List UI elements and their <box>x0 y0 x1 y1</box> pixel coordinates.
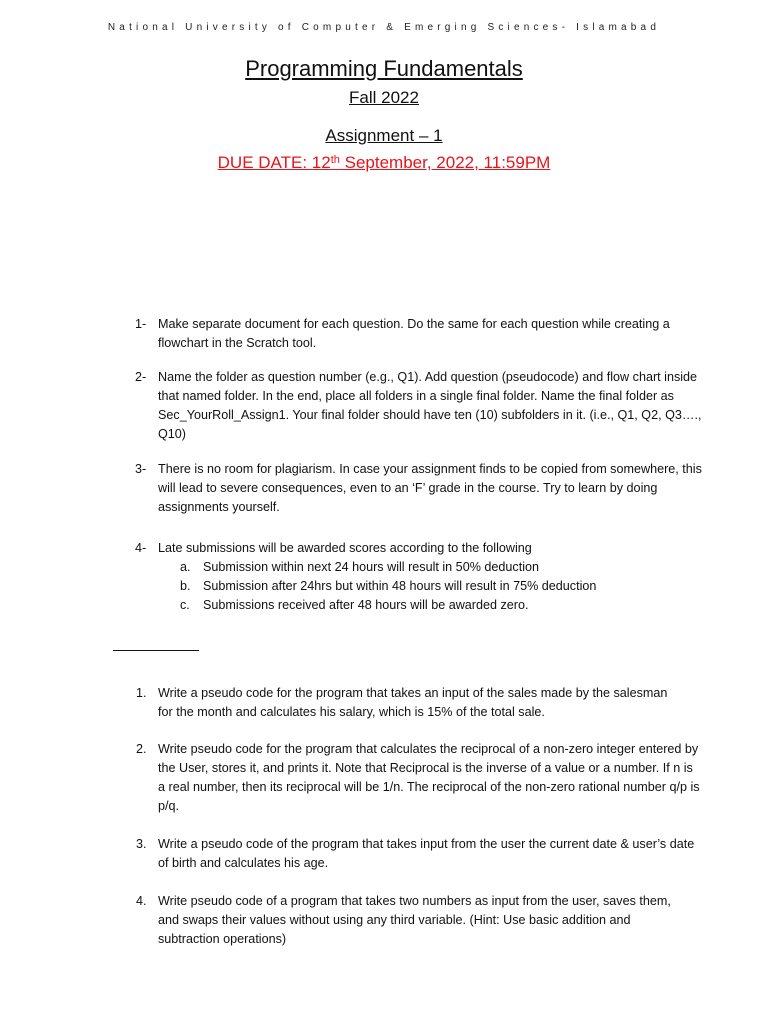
instruction-text: Name the folder as question number (e.g., Q1). Add question (pseudocode) and flow chart inside that named folder. In the end, place all folders in a single final folder. Name the final folder as Sec_YourRoll_Assign1. Your final folder should have ten (10) subfolders in it. (i.e., Q1, Q2, Q3…., Q10) <box>158 370 702 441</box>
due-date-prefix: DUE DATE: 12 <box>217 153 331 172</box>
late-rule-text: Submission after 24hrs but within 48 hours will result in 75% deduction <box>203 579 597 593</box>
instruction-item <box>135 460 715 517</box>
late-rule-text: Submissions received after 48 hours will be awarded zero. <box>203 598 529 612</box>
late-rule-letter: c. <box>180 598 190 612</box>
university-header: National University of Computer & Emerging Sciences- Islamabad <box>107 22 661 33</box>
question-item <box>136 892 716 949</box>
due-date-suffix: September, 2022, 11:59PM <box>339 153 551 172</box>
question-text: Write a pseudo code for the program that takes an input of the sales made by the salesman for the month and calculates his salary, which is 15% of the total sale. <box>158 686 668 719</box>
assignment-title: Assignment – 1 <box>325 126 443 145</box>
section-divider <box>113 650 199 651</box>
late-rule-letter: b. <box>180 579 191 593</box>
instruction-item <box>135 368 715 444</box>
question-number: 4. <box>136 894 147 908</box>
due-date-ordinal: th <box>330 154 340 166</box>
late-rule-item <box>180 596 720 615</box>
question-number: 2. <box>136 742 147 756</box>
question-item <box>136 740 716 816</box>
term-label: Fall 2022 <box>349 88 419 107</box>
question-text: Write pseudo code for the program that calculates the reciprocal of a non-zero integer entered by the User, stores it, and prints it. Note that Reciprocal is the inverse of a value or a number. If n is a real number, then its reciprocal will be 1/n. The reciprocal of the non-zero rational number q/p is p/q. <box>158 742 700 813</box>
instruction-number: 2- <box>135 370 147 384</box>
question-text: Write a pseudo code of the program that takes input from the user the current date & user’s date of birth and calculates his age. <box>158 837 695 870</box>
question-number: 3. <box>136 837 147 851</box>
question-number: 1. <box>136 686 147 700</box>
instruction-number: 4- <box>135 541 147 555</box>
question-text: Write pseudo code of a program that takes two numbers as input from the user, saves them, and swaps their values without using any third variable. (Hint: Use basic addition and subtraction operations) <box>158 894 671 946</box>
instruction-text: Make separate document for each question. Do the same for each question while creating a flowchart in the Scratch tool. <box>158 317 670 350</box>
instruction-item <box>135 539 715 558</box>
due-date <box>0 153 768 173</box>
late-rule-text: Submission within next 24 hours will result in 50% deduction <box>203 560 540 574</box>
course-title: Programming Fundamentals <box>245 56 523 81</box>
instruction-text: There is no room for plagiarism. In case your assignment finds to be copied from somewhere, this will lead to severe consequences, even to an ‘F’ grade in the course. Try to learn by doing assignments yourself. <box>158 462 702 514</box>
instruction-text: Late submissions will be awarded scores according to the following <box>158 541 532 555</box>
instruction-number: 1- <box>135 317 147 331</box>
late-rule-item <box>180 558 720 577</box>
late-rule-letter: a. <box>180 560 191 574</box>
instruction-item <box>135 315 715 353</box>
instruction-number: 3- <box>135 462 147 476</box>
late-rule-item <box>180 577 720 596</box>
question-item <box>136 684 716 722</box>
question-item <box>136 835 716 873</box>
